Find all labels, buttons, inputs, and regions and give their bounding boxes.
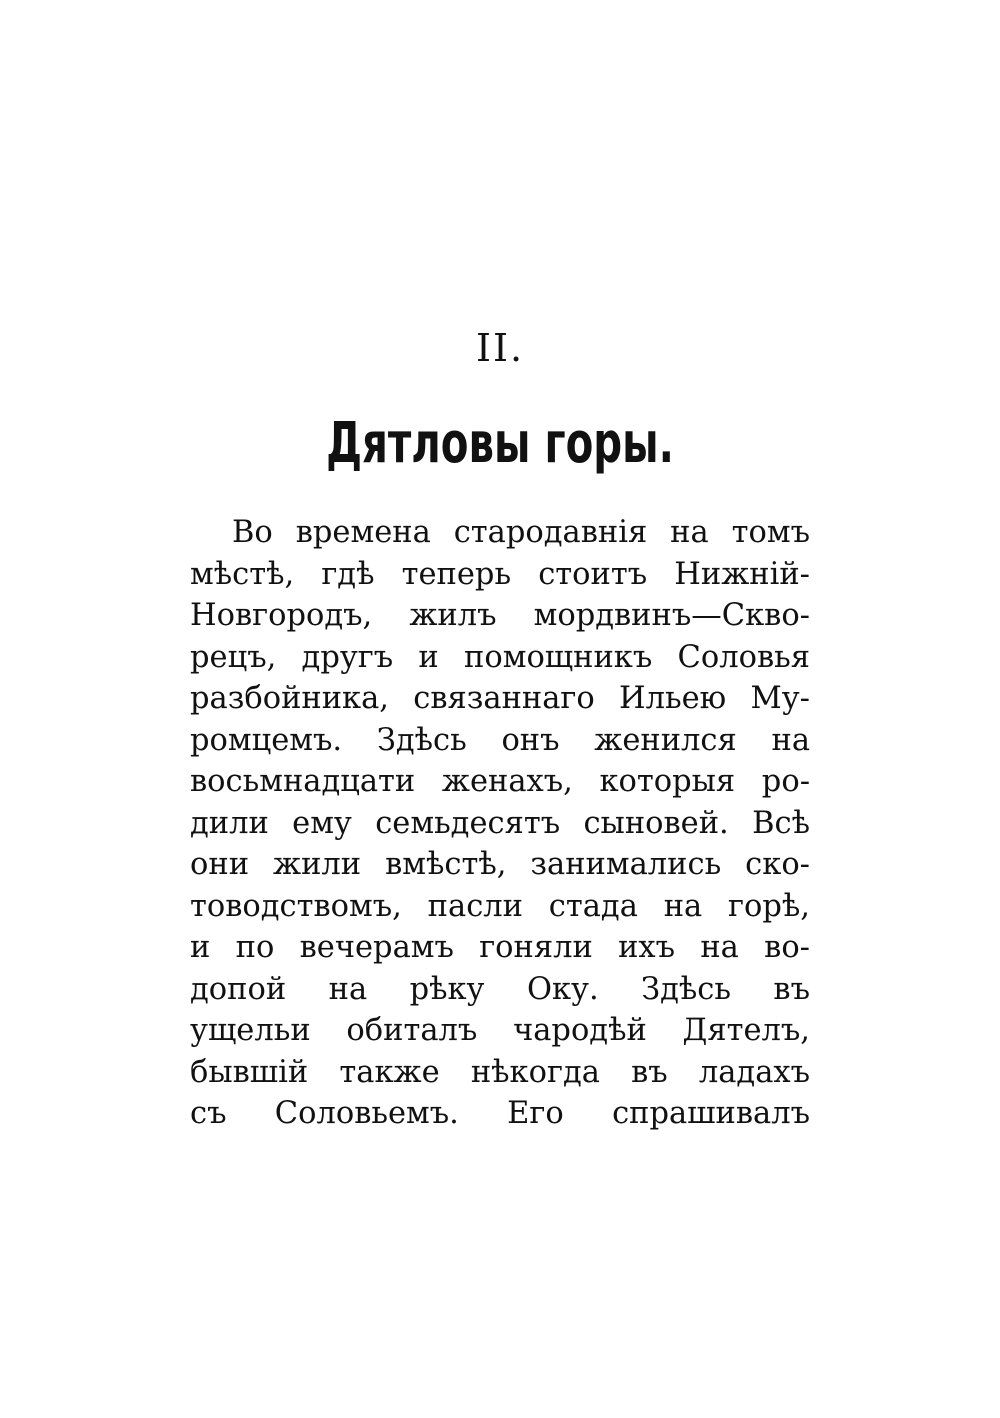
text-line: мѣстѣ, гдѣ теперь стоитъ Нижній- [190,556,810,592]
text-line: допой на рѣку Оку. Здѣсь въ [190,971,810,1007]
text-line: они жили вмѣстѣ, занимались ско- [190,847,810,882]
text-line: восьмнадцати женахъ, которыя ро- [190,764,810,799]
text-line: бывшій также нѣкогда въ ладахъ [190,1054,810,1090]
text-line: и по вечерамъ гоняли ихъ на во- [190,930,810,965]
text-line: Новгородъ, жилъ мордвинъ—Скво- [190,598,810,633]
body-text [190,512,810,1135]
text-line: ущельи обиталъ чародѣй Дятелъ, [190,1013,810,1048]
text-line: разбойника, связаннаго Ильею Му- [190,681,810,716]
text-line: Во времена стародавнія на томъ [232,515,810,550]
text-line: товодствомъ, пасли стада на горѣ, [190,888,810,924]
chapter-number: II. [475,326,525,370]
text-line: дили ему семьдесятъ сыновей. Всѣ [190,805,810,841]
text-line: рецъ, другъ и помощникъ Соловья [190,639,810,675]
text-line: съ Соловьемъ. Его спрашивалъ [190,1096,810,1131]
chapter-title: Дятловы горы. [326,411,674,476]
text-line: ромцемъ. Здѣсь онъ женился на [190,722,810,758]
